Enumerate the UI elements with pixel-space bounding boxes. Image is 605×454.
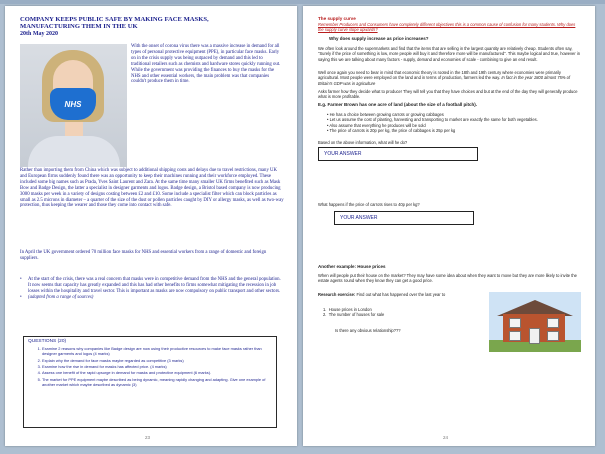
questions-list (28, 346, 272, 387)
example-heading: E.g. Farmer Brown has one acre of land (about the size of a football pitch). (318, 102, 478, 107)
paragraph-history (318, 70, 580, 86)
article-title: COMPANY KEEPS PUBLIC SAFE BY MAKING FACE MASKS, MANUFACTURING THEM IN THE UK (20, 16, 209, 31)
questions-title: QUESTIONS (20) (28, 339, 67, 344)
document-page-right (303, 6, 595, 446)
article-bullets (20, 277, 284, 301)
list-item: • Also assume that everything he produces will be sold (327, 122, 426, 128)
example-bullets (327, 112, 577, 133)
article-date: 20th May 2020 (20, 31, 58, 37)
question-item: 5. The market for PPE equipment maybe described as being dynamic, meaning rapidly changing and adapting. Give one example of another market which maybe described as dynamic (3) (42, 377, 272, 387)
research-list (323, 307, 483, 318)
list-item: • He has a choice between growing carrots or growing cabbages (327, 112, 444, 117)
research-exercise (318, 292, 483, 297)
photo-window (547, 318, 559, 328)
face-mask-photo (20, 44, 127, 167)
research-text: Find out what has happened over the last year to (355, 292, 446, 297)
list-item (20, 277, 284, 295)
paragraph: Asks farmer how they decide what to produce! They will tell you that they have choices and but at the end of the day they will generally produce what is more profitable. (318, 89, 578, 100)
bullet-text: Also assume that everything he produces will be sold (329, 122, 426, 128)
list-item (20, 295, 284, 301)
list-item: • The price of carrots is 20p per kg, the price of cabbages is 25p per kg (327, 127, 456, 133)
history-fact: In fact in the year 1800 almost 75% of Britain's GDP was in agriculture (318, 75, 571, 86)
research-item: House prices in London (328, 307, 372, 312)
page-number: 23 (145, 435, 151, 440)
question-text: Based on the above information, what will he do? (318, 140, 408, 145)
house-heading: Another example: House prices (318, 264, 386, 269)
question-item: 2. Explain why the demand for face masks maybe regarded as competitive (3 marks) (42, 358, 272, 363)
why-heading: Why does supply increase as price increases? (329, 36, 429, 41)
bullet-text: At the start of the crisis, there was a real concern that masks were in competitive demand from the NHS and the general population. It now seems that capacity has greatly expanded and this has had other benefits to firms somewhat mitigating the recession in job losses within the hospitality and travel sector. This is important as masks are now compulsory on public transport and other sectors. (28, 277, 281, 294)
photo-mask (50, 88, 96, 120)
house-photo (489, 292, 581, 352)
supply-heading: The supply curve (318, 16, 356, 21)
mask-logo-text: NHS (64, 99, 82, 109)
answer-box-1[interactable]: YOUR ANSWER (318, 147, 478, 161)
page-number: 24 (443, 435, 449, 440)
list-item: 1. House prices in London (323, 307, 372, 312)
photo-window (547, 331, 559, 341)
question-text: What happens if the price of carrots rises to 40p per kg? (318, 202, 420, 207)
bullet-text: Let us assume the cost of planting, harvesting and transporting to market are exactly the same for both vegetables. (329, 117, 538, 123)
article-paragraph-2: In April the UK government ordered 70 million face masks for NHS and essential workers from a range of domestic and foreign suppliers. (20, 250, 267, 261)
question-item: 1. Examine 2 reasons why companies like Badge design are now using their productive resources to make face masks rather than designer garments and logos (4 marks) (42, 346, 272, 356)
photo-door (529, 328, 540, 344)
bullet-text: (adapted from a range of sources) (28, 294, 94, 300)
question-item: 3. Examine how the rise in demand for masks has affected price. (4 marks) (42, 364, 272, 369)
article-body: Rather than importing them from China which was subject to additional shipping costs and delays due to travel restrictions, many UK and European firms suddenly found there was an opportunity to keep their machines running and their workforce employed. These included some big names such as Prada, Yves Saint Laurent and Zara. At the same time many smaller UK firms benefited such as Mask Bow and Badge Design, the latter a specialist in designer garments and logos. Badge design, a Bristol based company is now producing 3000 masks per week in a variety of designs costing between £2 and £10. Some include a specialist filter which can block particles as small as 2.5 microns in diameter – a quarter of the size of the dust or pollen particles caught by DIY or allergy masks, as well as two-way protection, thus keeping the wearer and those they come into contact with safe. (20, 168, 284, 209)
photo-shirt (28, 136, 120, 167)
relationship-question: Is there any obvious relationship??? (335, 328, 401, 333)
research-label: Research exercise: (318, 292, 356, 297)
question-item: 4. Assess one benefit of the rapid upsurge in demand for masks and protective equipment (6 marks). (42, 370, 272, 375)
answer-box-2[interactable]: YOUR ANSWER (334, 211, 474, 225)
paragraph: We often look around the supermarkets and find that the items that are selling in the largest quantity are relatively cheap. Students often say, "Surely if the price of something is low, more people will buy it and therefore more will be manufactured". This maybe logical and true, however in saying this we are talking about many factors - supply, demand and economies of scale - combining to give an end result. (318, 46, 581, 62)
paragraph: When will people put their house on the market? They may have some idea about when they want to move but they are more likely to invite the estate agents round when they know they can get a good price. (318, 273, 577, 284)
list-item: • Let us assume the cost of planting, harvesting and transporting to market are exactly the same for both vegetables. (327, 117, 538, 123)
questions-box (23, 336, 277, 428)
document-page-left (5, 6, 297, 446)
list-item: 2. The number of houses for sale (323, 312, 385, 318)
article-intro: With the onset of corona virus there was a massive increase in demand for all types of personal protective equipment (PPE), in particular face masks. Early on in the crisis supply was being outpaced by demand and this led to traditional retailers such as chemists and hardware stores quickly running out. While the government was providing the finances to buy the masks for the NHS and other essential workers, the main problem was that companies couldn't produce them in time. (131, 44, 281, 85)
photo-window (509, 331, 521, 341)
bullet-icon: • (20, 277, 22, 282)
bullet-icon: • (20, 294, 22, 300)
supply-subheading: Remember Producers and Consumers have completely different objectives this is a common cause of confusion for many students. Why does the supply curve slope upwards? (318, 22, 576, 33)
viewer-top-bar (0, 0, 605, 4)
photo-window (509, 318, 521, 328)
bullet-text: He has a choice between growing carrots or growing cabbages (329, 112, 444, 117)
bullet-text: The price of carrots is 20p per kg, the price of cabbages is 25p per kg (329, 127, 456, 133)
history-text: Well once again you need to bear in mind that economic theory is rooted in the 18th and 19th century where economies were primarily agricultural. Most people were employed on the land and in terms of production, farmers led the way. (318, 70, 561, 81)
research-item: The number of houses for sale (328, 312, 385, 318)
